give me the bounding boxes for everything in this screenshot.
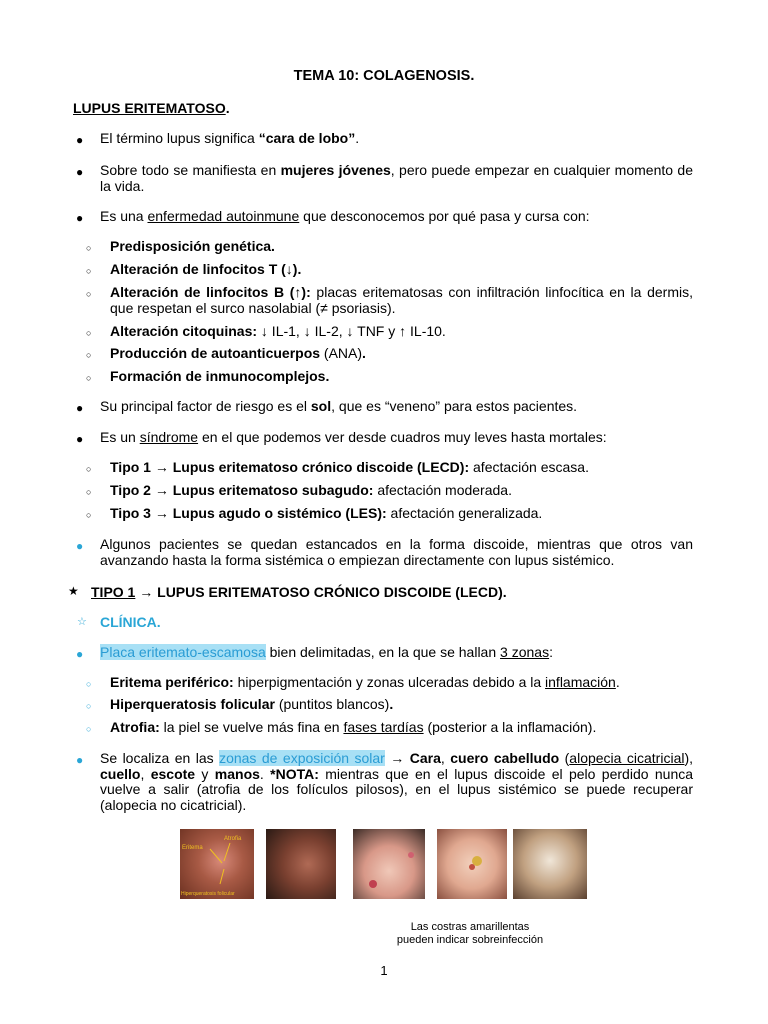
- sub-item: Producción de autoanticuerpos (ANA).: [110, 345, 366, 361]
- bullet-item: El término lupus significa “cara de lobo”.: [100, 130, 360, 146]
- bullet-icon: ●: [76, 165, 84, 179]
- photo-face-lesion: [266, 829, 336, 899]
- sub-item: Alteración de linfocitos B (↑): placas eritematosas con infiltración linfocítica en la dermis, que respetan el surco nasolabial (≠ psoriasis).: [110, 284, 693, 316]
- circle-bullet-icon: ○: [86, 289, 92, 299]
- photo-cheek-lesion: [353, 829, 425, 899]
- sub-item: Tipo 3 → Lupus agudo o sistémico (LES): afectación generalizada.: [110, 505, 543, 521]
- circle-bullet-icon: ○: [86, 724, 92, 734]
- photo-discoid-lesion-labeled: [180, 829, 254, 899]
- sub-item: Formación de inmunocomplejos.: [110, 368, 330, 384]
- circle-bullet-icon: ○: [86, 679, 92, 689]
- sub-item: Hiperqueratosis folicular (puntitos blancos).: [110, 696, 394, 712]
- bullet-item: Se localiza en las zonas de exposición solar → Cara, cuero cabelludo (alopecia cicatricial), cuello, escote y manos. *NOTA: mientras que en el lupus discoide el pelo perdido nunca vuelve a salir (atrofia de los folículos pilosos), en el lupus sistémico se puede recuperar (alopecia no cicatricial).: [100, 750, 694, 813]
- sub-item: Predisposición genética.: [110, 238, 275, 254]
- bullet-icon: ●: [76, 539, 84, 553]
- circle-bullet-icon: ○: [86, 464, 92, 474]
- bullet-item: Es una enfermedad autoinmune que desconocemos por qué pasa y cursa con:: [100, 208, 590, 224]
- bullet-icon: ●: [76, 753, 84, 767]
- circle-bullet-icon: ○: [86, 510, 92, 520]
- bullet-icon: ●: [76, 211, 84, 225]
- photo-label-eritema: Eritema: [182, 845, 203, 851]
- bullet-item: Placa eritemato-escamosa bien delimitadas, en la que se hallan 3 zonas:: [100, 644, 553, 660]
- bullet-icon: ●: [76, 647, 84, 661]
- photo-label-hiperqueratosis: Hiperqueratosis folicular: [181, 891, 235, 897]
- photo-scalp-alopecia: [513, 829, 587, 899]
- circle-bullet-icon: ○: [86, 487, 92, 497]
- bullet-icon: ●: [76, 432, 84, 446]
- sub-item: Tipo 2 → Lupus eritematoso subagudo: afectación moderada.: [110, 482, 512, 498]
- bullet-item: Su principal factor de riesgo es el sol, que es “veneno” para estos pacientes.: [100, 398, 578, 414]
- sub-item: Atrofia: la piel se vuelve más fina en fases tardías (posterior a la inflamación).: [110, 719, 597, 735]
- star-outline-icon: ☆: [77, 616, 87, 628]
- circle-bullet-icon: ○: [86, 328, 92, 338]
- photo-caption: Las costras amarillentas pueden indicar sobreinfección: [396, 921, 544, 946]
- photo-annotations: [180, 829, 254, 899]
- page-number: 1: [380, 963, 388, 978]
- star-bullet-icon: ★: [68, 584, 79, 598]
- bullet-item: Algunos pacientes se quedan estancados en la forma discoide, mientras que otros van avanzando hasta la forma sistémica o empiezan directamente con lupus sistémico.: [100, 536, 693, 568]
- bullet-icon: ●: [76, 133, 84, 147]
- page-title: TEMA 10: COLAGENOSIS.: [293, 68, 475, 84]
- sub-item: Alteración de linfocitos T (↓).: [110, 261, 302, 277]
- clinica-heading: CLÍNICA.: [100, 614, 161, 630]
- photo-label-atrofia: Atrofia: [224, 836, 242, 842]
- photo-crusted-lesion: [437, 829, 507, 899]
- section-heading: LUPUS ERITEMATOSO.: [73, 100, 230, 116]
- bullet-icon: ●: [76, 401, 84, 415]
- subsection-heading: TIPO 1 → LUPUS ERITEMATOSO CRÓNICO DISCOIDE (LECD).: [91, 584, 507, 600]
- sub-item: Alteración citoquinas: ↓ IL-1, ↓ IL-2, ↓ TNF y ↑ IL-10.: [110, 323, 446, 339]
- circle-bullet-icon: ○: [86, 266, 92, 276]
- circle-bullet-icon: ○: [86, 701, 92, 711]
- sub-item: Tipo 1 → Lupus eritematoso crónico discoide (LECD): afectación escasa.: [110, 459, 589, 475]
- bullet-item: Es un síndrome en el que podemos ver desde cuadros muy leves hasta mortales:: [100, 429, 607, 445]
- sub-item: Eritema periférico: hiperpigmentación y zonas ulceradas debido a la inflamación.: [110, 674, 620, 690]
- circle-bullet-icon: ○: [86, 243, 92, 253]
- circle-bullet-icon: ○: [86, 373, 92, 383]
- circle-bullet-icon: ○: [86, 350, 92, 360]
- bullet-item: Sobre todo se manifiesta en mujeres jóvenes, pero puede empezar en cualquier momento de la vida.: [100, 162, 693, 194]
